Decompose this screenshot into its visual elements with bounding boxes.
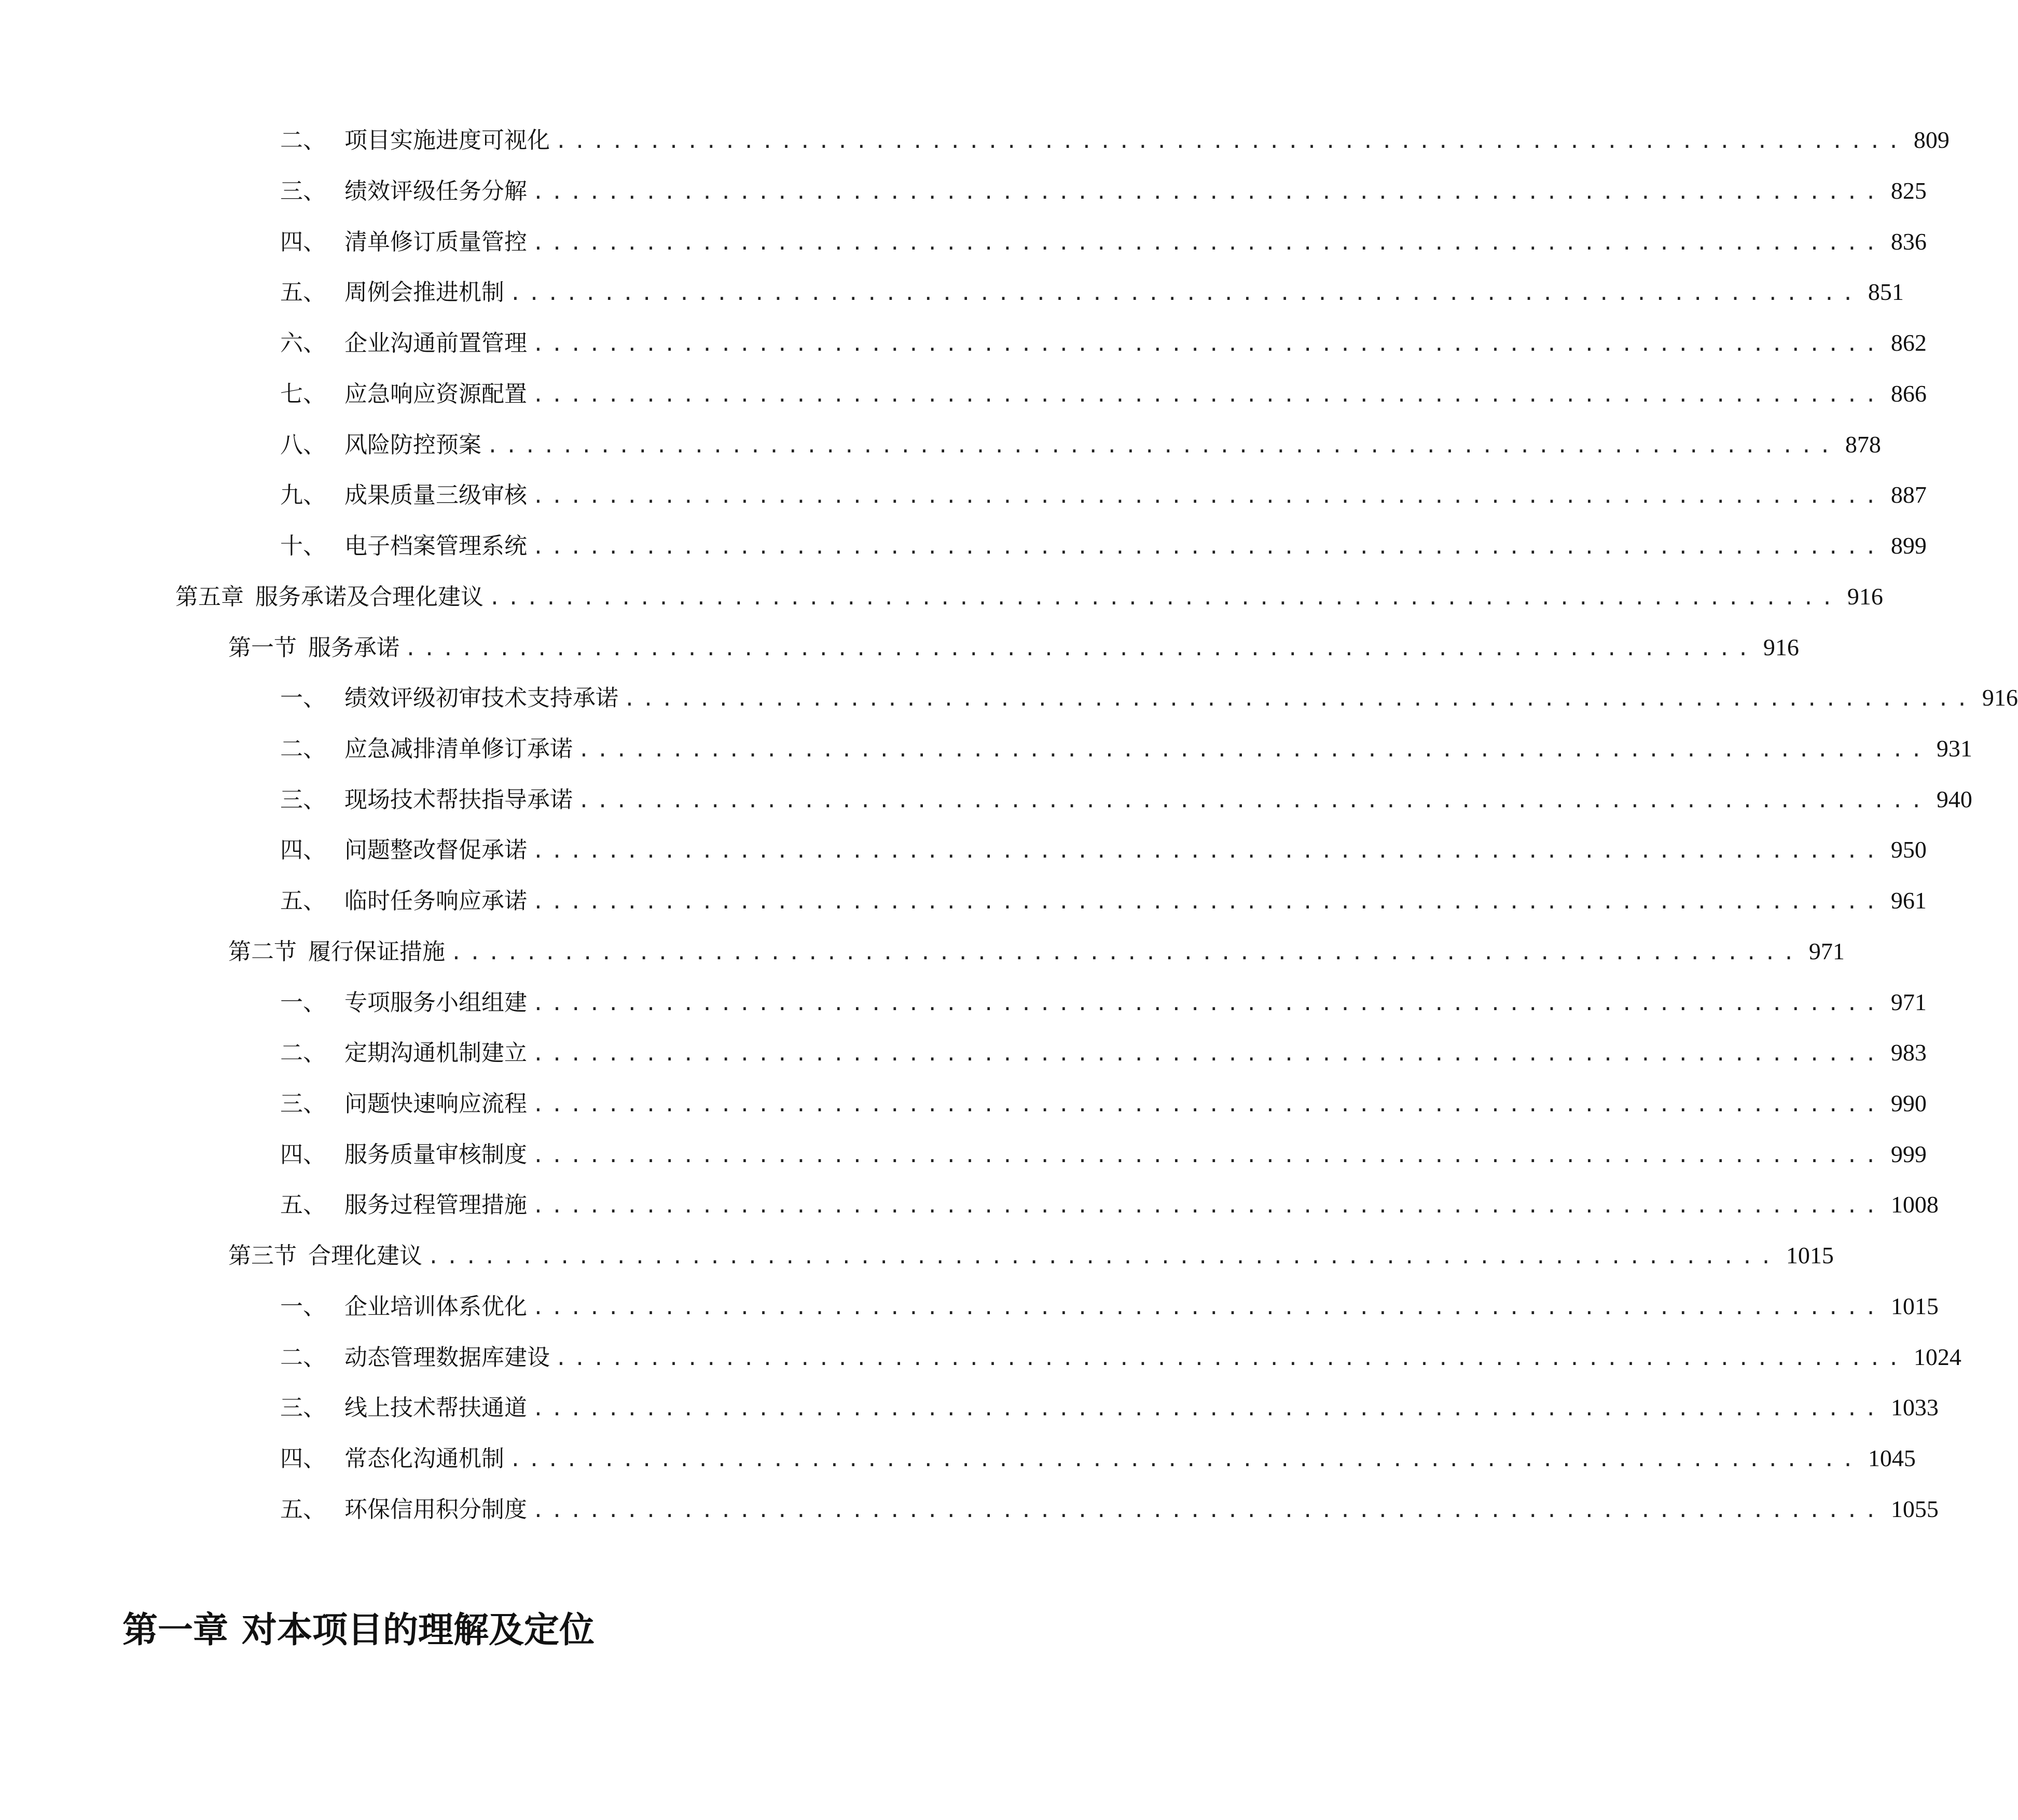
chapter-heading xyxy=(122,1607,595,1654)
toc-dot-leader: ........................................................................ xyxy=(532,992,1884,1015)
toc-page-number: 1008 xyxy=(1890,1191,1939,1218)
toc-entry-section[interactable] xyxy=(228,1240,1834,1271)
toc-entry[interactable] xyxy=(280,327,1927,359)
toc-entry[interactable] xyxy=(280,834,1927,865)
toc-page-number: 971 xyxy=(1808,938,1845,964)
toc-dot-leader: ........................................................................ xyxy=(489,586,1840,609)
chapter-number: 第一章 xyxy=(122,1609,229,1651)
toc-entry[interactable] xyxy=(280,175,1927,206)
toc-entry-section[interactable] xyxy=(228,936,1845,967)
toc-entry-title: 常态化沟通机制 xyxy=(344,1445,504,1472)
toc-entry[interactable] xyxy=(280,885,1927,916)
toc-entry[interactable] xyxy=(280,682,2018,713)
toc-dot-leader: ........................................................................ xyxy=(405,637,1756,660)
toc-entry-title: 临时任务响应承诺 xyxy=(344,888,527,914)
toc-entry[interactable] xyxy=(280,429,1881,460)
toc-entry-number: 五、 xyxy=(280,888,326,914)
toc-entry-number: 第五章 xyxy=(175,584,244,610)
toc-entry-number: 三、 xyxy=(280,1091,326,1117)
toc-entry-section[interactable] xyxy=(228,632,1799,663)
toc-entry[interactable] xyxy=(280,378,1927,409)
toc-entry-number: 五、 xyxy=(280,279,326,306)
toc-page-number: 999 xyxy=(1890,1141,1927,1167)
toc-page-number: 825 xyxy=(1890,177,1927,204)
toc-entry[interactable] xyxy=(280,1037,1927,1068)
toc-entry-title: 绩效评级任务分解 xyxy=(344,178,527,204)
toc-entry-title: 合理化建议 xyxy=(308,1243,422,1269)
toc-entry-number: 三、 xyxy=(280,1395,326,1421)
toc-dot-leader: ........................................................................ xyxy=(532,1499,1884,1522)
toc-dot-leader: ........................................................................ xyxy=(532,383,1884,406)
toc-entry-title: 动态管理数据库建设 xyxy=(344,1344,550,1371)
toc-page-number: 878 xyxy=(1845,431,1881,458)
toc-dot-leader: ........................................................................ xyxy=(532,535,1884,558)
toc-entry-title: 电子档案管理系统 xyxy=(344,533,527,559)
toc-dot-leader: ........................................................................ xyxy=(532,485,1884,507)
toc-dot-leader: ........................................................................ xyxy=(532,1144,1884,1167)
toc-entry-number: 五、 xyxy=(280,1496,326,1523)
toc-entry-number: 三、 xyxy=(280,787,326,813)
toc-dot-leader: ........................................................................ xyxy=(555,1347,1906,1370)
toc-page-number: 990 xyxy=(1890,1090,1927,1116)
toc-dot-leader: ........................................................................ xyxy=(555,130,1906,153)
toc-dot-leader: ........................................................................ xyxy=(509,282,1861,305)
toc-page-number: 887 xyxy=(1890,481,1927,508)
toc-entry-title: 履行保证措施 xyxy=(308,939,445,965)
toc-page-number: 983 xyxy=(1890,1039,1927,1066)
toc-page-number: 862 xyxy=(1890,329,1927,356)
toc-page-number: 950 xyxy=(1890,836,1927,863)
toc-page-number: 940 xyxy=(1936,786,1972,812)
toc-entry-number: 第三节 xyxy=(228,1243,297,1269)
toc-page-number: 961 xyxy=(1890,887,1927,914)
toc-dot-leader: ........................................................................ xyxy=(532,1296,1884,1319)
toc-entry-title: 周例会推进机制 xyxy=(344,279,504,306)
toc-dot-leader: ........................................................................ xyxy=(509,1448,1861,1471)
toc-entry-title: 问题快速响应流程 xyxy=(344,1091,527,1117)
toc-page-number: 1045 xyxy=(1868,1445,1916,1471)
toc-entry-title: 环保信用积分制度 xyxy=(344,1496,527,1523)
toc-entry[interactable] xyxy=(280,1494,1939,1525)
toc-entry-title: 服务承诺 xyxy=(308,635,399,661)
toc-page-number: 1033 xyxy=(1890,1394,1939,1421)
toc-entry[interactable] xyxy=(280,1342,1961,1373)
toc-entry-number: 第一节 xyxy=(228,635,297,661)
chapter-title: 对本项目的理解及定位 xyxy=(242,1609,595,1651)
toc-entry-title: 服务过程管理措施 xyxy=(344,1192,527,1218)
toc-entry[interactable] xyxy=(280,1139,1927,1170)
toc-entry-number: 四、 xyxy=(280,1141,326,1168)
toc-entry[interactable] xyxy=(280,125,1950,156)
toc-page-number: 916 xyxy=(1982,684,2018,711)
toc-entry-number: 四、 xyxy=(280,1445,326,1472)
toc-entry[interactable] xyxy=(280,226,1927,257)
toc-entry-title: 绩效评级初审技术支持承诺 xyxy=(344,685,618,711)
toc-entry[interactable] xyxy=(280,277,1904,308)
toc-entry-title: 应急减排清单修订承诺 xyxy=(344,736,573,762)
toc-dot-leader: ........................................................................ xyxy=(532,890,1884,913)
toc-entry-number: 一、 xyxy=(280,685,326,711)
toc-entry-title: 成果质量三级审核 xyxy=(344,482,527,508)
toc-entry-number: 二、 xyxy=(280,1040,326,1066)
toc-page-number: 899 xyxy=(1890,532,1927,559)
toc-entry-title: 服务质量审核制度 xyxy=(344,1141,527,1168)
toc-entry-title: 专项服务小组组建 xyxy=(344,989,527,1016)
toc-entry[interactable] xyxy=(280,530,1927,561)
toc-entry[interactable] xyxy=(280,1189,1939,1220)
toc-entry-number: 八、 xyxy=(280,432,326,458)
toc-entry-title: 服务承诺及合理化建议 xyxy=(255,584,483,610)
toc-entry[interactable] xyxy=(280,1443,1916,1474)
toc-entry-title: 风险防控预案 xyxy=(344,432,481,458)
toc-entry-number: 四、 xyxy=(280,229,326,255)
toc-entry-title: 项目实施进度可视化 xyxy=(344,127,550,154)
toc-dot-leader: ........................................................................ xyxy=(532,1042,1884,1065)
toc-dot-leader: ........................................................................ xyxy=(532,1093,1884,1116)
toc-dot-leader: ........................................................................ xyxy=(532,231,1884,254)
toc-page-number: 809 xyxy=(1913,127,1950,153)
toc-dot-leader: ........................................................................ xyxy=(624,687,1975,710)
toc-entry-number: 三、 xyxy=(280,178,326,204)
toc-entry[interactable] xyxy=(280,1088,1927,1119)
toc-entry-number: 九、 xyxy=(280,482,326,508)
toc-entry-title: 线上技术帮扶通道 xyxy=(344,1395,527,1421)
toc-dot-leader: ........................................................................ xyxy=(450,941,1802,964)
toc-entry[interactable] xyxy=(280,1392,1939,1423)
toc-entry-number: 二、 xyxy=(280,127,326,154)
toc-entry-title: 定期沟通机制建立 xyxy=(344,1040,527,1066)
toc-entry[interactable] xyxy=(280,733,1972,764)
toc-dot-leader: ........................................................................ xyxy=(487,434,1838,457)
toc-entry-number: 十、 xyxy=(280,533,326,559)
toc-entry-chapter[interactable] xyxy=(175,581,1883,612)
toc-page-number: 1015 xyxy=(1890,1293,1939,1319)
toc-dot-leader: ........................................................................ xyxy=(532,181,1884,203)
toc-entry[interactable] xyxy=(280,784,1972,815)
toc-page-number: 866 xyxy=(1890,380,1927,407)
toc-entry-number: 一、 xyxy=(280,989,326,1016)
toc-entry-number: 一、 xyxy=(280,1293,326,1320)
toc-entry[interactable] xyxy=(280,1291,1939,1322)
toc-page-number: 971 xyxy=(1890,989,1927,1015)
toc-entry-title: 现场技术帮扶指导承诺 xyxy=(344,787,573,813)
toc-entry[interactable] xyxy=(280,479,1927,511)
toc-entry-title: 问题整改督促承诺 xyxy=(344,837,527,863)
toc-entry-title: 企业沟通前置管理 xyxy=(344,330,527,356)
toc-entry[interactable] xyxy=(280,987,1927,1018)
toc-dot-leader: ........................................................................ xyxy=(532,839,1884,862)
toc-entry-title: 应急响应资源配置 xyxy=(344,381,527,407)
toc-page-number: 1015 xyxy=(1786,1242,1834,1269)
toc-page-number: 836 xyxy=(1890,228,1927,255)
toc-entry-number: 五、 xyxy=(280,1192,326,1218)
toc-dot-leader: ........................................................................ xyxy=(578,789,1929,812)
toc-entry-number: 四、 xyxy=(280,837,326,863)
toc-entry-title: 清单修订质量管控 xyxy=(344,229,527,255)
toc-entry-number: 第二节 xyxy=(228,939,297,965)
toc-page-number: 1024 xyxy=(1913,1344,1961,1370)
toc-entry-title: 企业培训体系优化 xyxy=(344,1293,527,1320)
toc-dot-leader: ........................................................................ xyxy=(427,1245,1779,1268)
toc-entry-number: 七、 xyxy=(280,381,326,407)
toc-page-number: 1055 xyxy=(1890,1496,1939,1522)
toc-dot-leader: ........................................................................ xyxy=(532,333,1884,355)
toc-dot-leader: ........................................................................ xyxy=(578,738,1929,761)
toc-entry-number: 二、 xyxy=(280,1344,326,1371)
toc-dot-leader: ........................................................................ xyxy=(532,1194,1884,1217)
toc-page-number: 931 xyxy=(1936,735,1972,762)
toc-dot-leader: ........................................................................ xyxy=(532,1397,1884,1420)
toc-page-number: 916 xyxy=(1763,634,1799,660)
toc-page-number: 916 xyxy=(1847,583,1883,610)
toc-page-number: 851 xyxy=(1868,279,1904,305)
toc-entry-number: 六、 xyxy=(280,330,326,356)
toc-entry-number: 二、 xyxy=(280,736,326,762)
